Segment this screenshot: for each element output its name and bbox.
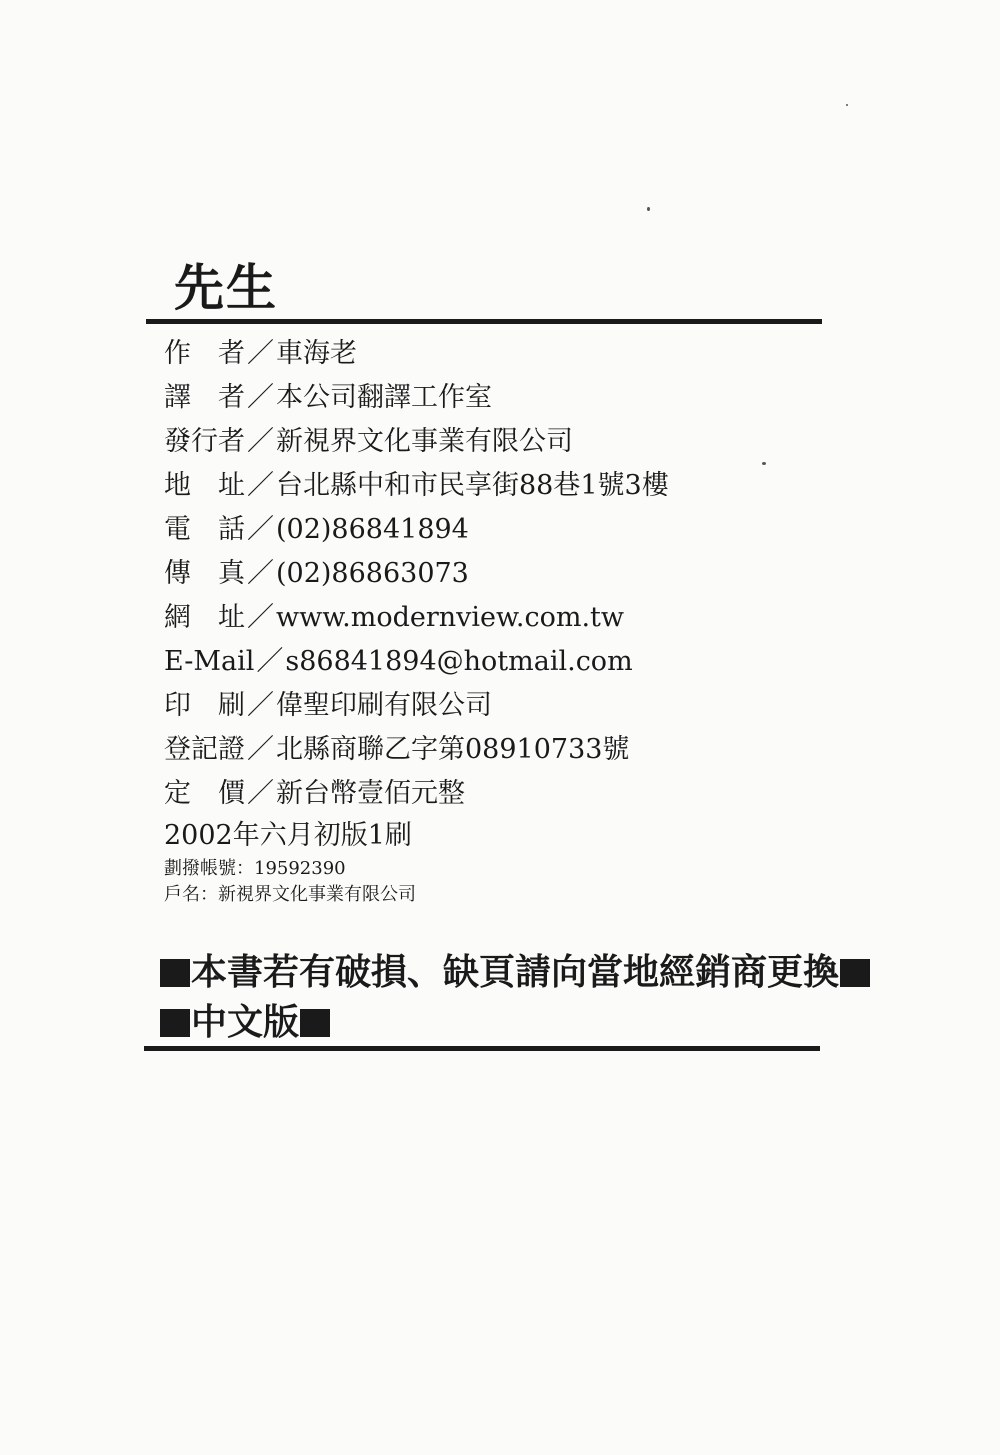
info-value: (02)86863073	[276, 558, 469, 589]
info-row-fax	[164, 552, 824, 596]
info-row-author	[164, 332, 824, 376]
info-separator: ／	[247, 734, 274, 765]
bottom-divider	[144, 1046, 820, 1051]
info-separator: ／	[247, 338, 274, 369]
info-separator: ／	[247, 602, 274, 633]
replacement-notice	[160, 948, 870, 998]
info-value: 台北縣中和市民享街88巷1號3樓	[276, 470, 669, 501]
black-square-icon	[840, 959, 870, 987]
info-label: 網 址	[164, 602, 245, 633]
info-value: 車海老	[276, 338, 357, 369]
info-separator: ／	[247, 382, 274, 413]
language-notice	[160, 998, 870, 1048]
info-row-publisher	[164, 420, 824, 464]
language-notice-text: 中文版	[191, 1002, 300, 1043]
account-number: 劃撥帳號：19592390	[164, 858, 346, 879]
info-label: 作 者	[164, 338, 245, 369]
email-link[interactable]: s86841894@hotmail.com	[285, 646, 633, 677]
scan-speck	[846, 104, 848, 106]
publication-info	[164, 332, 824, 908]
info-label: 印 刷	[164, 690, 245, 721]
info-separator: ／	[247, 558, 274, 589]
info-row-email	[164, 640, 824, 684]
info-row-registration	[164, 728, 824, 772]
info-row-translator	[164, 376, 824, 420]
info-label: 傳 真	[164, 558, 245, 589]
info-value: 偉聖印刷有限公司	[276, 690, 492, 721]
title-divider	[146, 319, 822, 324]
info-row-printer	[164, 684, 824, 728]
info-row-price	[164, 772, 824, 816]
notice-block	[160, 948, 870, 1048]
info-value: 北縣商聯乙字第08910733號	[276, 734, 630, 765]
info-separator: ／	[247, 514, 274, 545]
account-name: 戶名：新視界文化事業有限公司	[164, 884, 416, 905]
info-separator: ／	[247, 470, 274, 501]
replacement-notice-text: 本書若有破損、缺頁請向當地經銷商更換	[191, 952, 840, 993]
info-value: 新台幣壹佰元整	[276, 778, 465, 809]
black-square-icon	[160, 959, 190, 987]
info-row-website	[164, 596, 824, 640]
info-label: 電 話	[164, 514, 245, 545]
scan-speck	[647, 207, 650, 211]
info-label: E-Mail	[164, 646, 255, 677]
edition-line: 2002年六月初版1刷	[164, 820, 412, 851]
scan-speck	[762, 462, 766, 465]
info-separator: ／	[247, 778, 274, 809]
info-label: 定 價	[164, 778, 245, 809]
info-row-phone	[164, 508, 824, 552]
info-separator: ／	[256, 646, 284, 677]
info-label: 譯 者	[164, 382, 245, 413]
book-title: 先生	[174, 259, 278, 317]
black-square-icon	[160, 1009, 190, 1037]
website-link[interactable]: www.modernview.com.tw	[276, 602, 625, 633]
info-separator: ／	[247, 426, 274, 457]
info-value: 本公司翻譯工作室	[276, 382, 492, 413]
info-label: 登記證	[164, 734, 245, 765]
info-value: (02)86841894	[276, 514, 469, 545]
info-label: 地 址	[164, 470, 245, 501]
info-label: 發行者	[164, 426, 245, 457]
info-value: 新視界文化事業有限公司	[276, 426, 573, 457]
info-separator: ／	[247, 690, 274, 721]
black-square-icon	[300, 1009, 330, 1037]
info-row-address	[164, 464, 824, 508]
